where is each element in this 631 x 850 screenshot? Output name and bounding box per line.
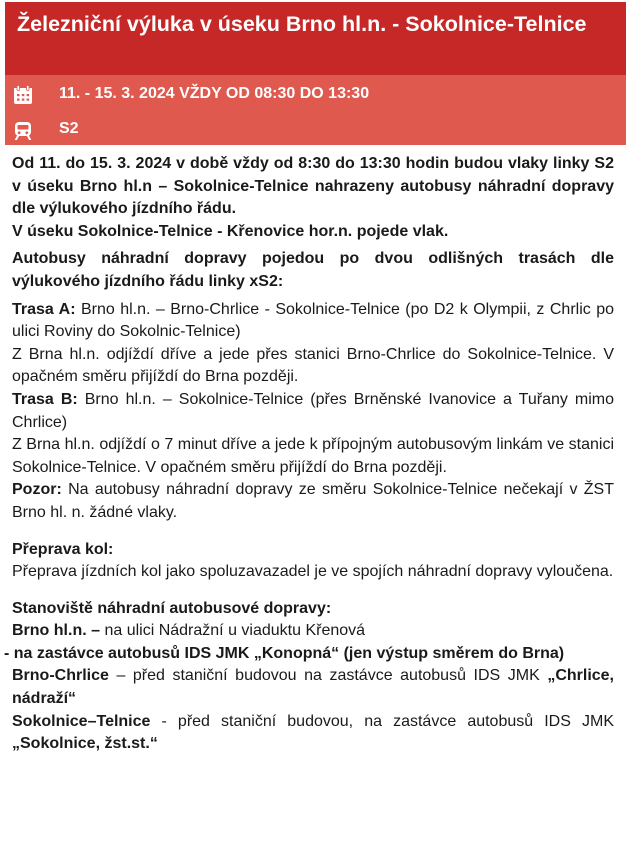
stop-brno-label: Brno hl.n. –	[12, 622, 100, 640]
calendar-icon	[13, 85, 33, 105]
stop-sokolnice-label: Sokolnice–Telnice	[12, 712, 151, 730]
stop-chrlice	[12, 665, 614, 710]
route-a-label: Trasa A:	[12, 300, 76, 318]
stop-chrlice-label: Brno-Chrlice	[12, 667, 109, 685]
stop-konopna: - na zastávce autobusů IDS JMK „Konopná“ (jen výstup směrem do Brna)	[4, 644, 565, 662]
stop-brno-text: na ulici Nádražní u viaduktu Křenová	[100, 622, 366, 640]
route-a-note: Z Brna hl.n. odjíždí dříve a jede přes stanici Brno-Chrlice do Sokolnice-Telnice. V opačném směru přijíždí do Brna později.	[12, 345, 614, 386]
warning	[12, 479, 614, 524]
stop-chrlice-stop: „Chrlice, nádraží“	[12, 667, 614, 708]
stop-sokolnice	[12, 711, 614, 756]
warning-label: Pozor:	[12, 481, 62, 499]
stop-sokolnice-text: - před staniční budovou, na zastávce autobusů IDS JMK	[150, 712, 614, 730]
route-a	[12, 299, 614, 344]
route-b-label: Trasa B:	[12, 390, 78, 408]
intro-paragraph: Od 11. do 15. 3. 2024 v době vždy od 8:30 do 13:30 hodin budou vlaky linky S2 v úseku Brno hl.n – Sokolnice-Telnice nahrazeny autobusy náhradní dopravy dle výlukového jízdního řádu.	[12, 155, 614, 218]
date-row	[5, 75, 626, 115]
routes-intro: Autobusy náhradní dopravy pojedou po dvou odlišných trasách dle výlukového jízdního řádu linky xS2:	[12, 250, 614, 290]
notice-body	[4, 153, 615, 756]
train-icon	[13, 120, 33, 140]
line-row	[5, 115, 626, 145]
stop-chrlice-text: – před staniční budovou na zastávce autobusů IDS JMK	[108, 667, 548, 685]
route-a-text: Brno hl.n. – Brno-Chrlice - Sokolnice-Telnice (po D2 k Olympii, z Chrlic po ulici Roviny do Sokolnic-Telnice)	[12, 300, 614, 341]
route-b-text: Brno hl.n. – Sokolnice-Telnice (přes Brněnské Ivanovice a Tuřany mimo Chrlice)	[12, 390, 615, 431]
route-b	[12, 389, 614, 434]
train-section-note: V úseku Sokolnice-Telnice - Křenovice hor.n. pojede vlak.	[12, 222, 449, 240]
date-text: 11. - 15. 3. 2024 VŽDY OD 08:30 DO 13:30	[59, 85, 370, 102]
stops-heading: Stanoviště náhradní autobusové dopravy:	[12, 599, 332, 617]
route-b-note: Z Brna hl.n. odjíždí o 7 minut dříve a jede k přípojným autobusovým linkám ve stanici Sokolnice-Telnice. V opačném směru přijíždí do Brna později.	[12, 436, 614, 476]
line-text: S2	[59, 120, 79, 137]
notice-title: Železniční výluka v úseku Brno hl.n. - Sokolnice-Telnice	[5, 2, 626, 75]
warning-text: Na autobusy náhradní dopravy ze směru Sokolnice-Telnice nečekají v ŽST Brno hl. n. žádné vlaky.	[12, 481, 614, 521]
stop-brno	[12, 620, 614, 643]
stop-sokolnice-stop: „Sokolnice, žst.st.“	[12, 735, 158, 753]
bikes-text: Přeprava jízdních kol jako spoluzavazadel je ve spojích náhradní dopravy vyloučena.	[12, 563, 614, 581]
bikes-heading: Přeprava kol:	[12, 540, 114, 558]
